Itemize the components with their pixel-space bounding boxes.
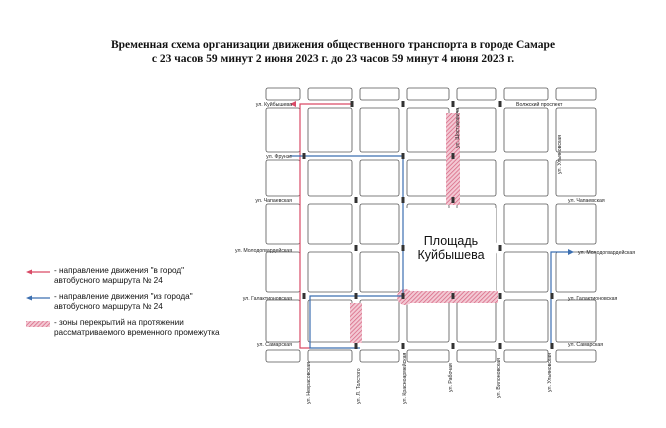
legend: [26, 266, 266, 345]
square-label-line-1: Площадь: [423, 234, 479, 248]
legend-from-city-line-1: - направление движения "из города": [54, 292, 193, 302]
traffic-signal-icon: [303, 153, 306, 159]
street-label-chapaevskaya-left: ул. Чапаевская: [255, 198, 292, 204]
street-label-volzhsky: Волжский проспект: [516, 102, 563, 108]
legend-closure-line-2: рассматриваемого временного промежутка: [54, 327, 220, 337]
traffic-signal-icon: [402, 101, 405, 107]
traffic-signal-icon: [402, 343, 405, 349]
street-label-frunze: ул. Фрунзе: [266, 154, 292, 160]
street-label-kuybysheva: ул. Куйбышева: [255, 102, 292, 108]
traffic-signal-icon: [499, 101, 502, 107]
city-block: [556, 252, 596, 292]
traffic-signal-icon: [551, 343, 554, 349]
street-label-l-tolstogo: ул. Л. Толстого: [356, 368, 362, 404]
title-line-1: Временная схема организации движения общественного транспорта в городе Самаре: [110, 39, 556, 51]
city-block: [504, 108, 548, 152]
city-block: [360, 204, 399, 244]
city-block: [266, 204, 300, 244]
city-block: [266, 160, 300, 196]
legend-item-to-city: [26, 266, 266, 285]
legend-from-city-line-2: автобусного маршрута № 24: [54, 301, 163, 311]
red-arrow-icon: [26, 269, 50, 275]
title-line-2: с 23 часов 59 минут 2 июня 2023 г. до 23 часов 59 минут 4 июня 2023 г.: [151, 53, 515, 65]
traffic-signal-icon: [499, 343, 502, 349]
city-block: [504, 350, 548, 362]
street-label-galaktionovskaya-left: ул. Галактионовская: [242, 296, 292, 302]
city-block: [308, 300, 352, 342]
city-block: [308, 252, 352, 292]
street-label-molodogvardeyskaya-left: ул. Молодогвардейская: [234, 248, 292, 254]
traffic-signal-icon: [452, 343, 455, 349]
city-block: [266, 300, 300, 342]
city-block: [308, 160, 352, 196]
traffic-signal-icon: [551, 293, 554, 299]
traffic-signal-icon: [402, 293, 405, 299]
square-label-line-2: Куйбышева: [417, 248, 485, 262]
street-label-nekrasovskaya: ул. Некрасовская: [306, 362, 312, 404]
traffic-signal-icon: [355, 343, 358, 349]
street-label-vilonovskaya: ул. Вилоновская: [496, 358, 502, 398]
city-block: [308, 204, 352, 244]
city-block: [504, 252, 548, 292]
city-block: [504, 300, 548, 342]
legend-closure-line-1: - зоны перекрытий на протяжении: [54, 318, 184, 328]
street-label-rabochaya: ул. Рабочая: [448, 363, 454, 392]
traffic-signal-icon: [499, 245, 502, 251]
hatch-swatch-icon: [26, 321, 50, 327]
city-block: [556, 88, 596, 100]
city-block: [556, 204, 596, 244]
city-block: [360, 160, 399, 196]
street-label-samarskaya-left: ул. Самарская: [256, 342, 292, 348]
city-block: [308, 88, 352, 100]
city-block: [556, 350, 596, 362]
city-block: [457, 88, 496, 100]
street-label-ulyanovskaya-top: ул. Ульяновская: [557, 135, 563, 174]
city-block: [360, 300, 399, 342]
city-block: [266, 350, 300, 362]
city-block: [504, 204, 548, 244]
city-block: [457, 160, 496, 196]
route-from-city-arrow: [568, 249, 574, 255]
city-block: [457, 300, 496, 342]
traffic-signal-icon: [402, 153, 405, 159]
legend-item-closure: [26, 318, 266, 337]
city-block: [360, 252, 399, 292]
city-block: [360, 108, 399, 152]
traffic-signal-icon: [355, 197, 358, 203]
traffic-signal-icon: [452, 101, 455, 107]
city-block: [407, 350, 449, 362]
traffic-signal-icon: [355, 293, 358, 299]
closure-zone-l-tolstogo: [350, 303, 362, 343]
city-block: [504, 88, 548, 100]
city-block: [407, 108, 449, 152]
city-block: [360, 88, 399, 100]
city-block: [360, 350, 399, 362]
street-label-ulyanovskaya-bottom: ул. Ульяновская: [547, 353, 553, 392]
street-label-krasnoarmeyskaya: ул. Красноармейская: [402, 352, 408, 404]
traffic-signal-icon: [452, 153, 455, 159]
legend-to-city-line-2: автобусного маршрута № 24: [54, 275, 163, 285]
city-block: [266, 88, 300, 100]
street-label-chapaevskaya-right: ул. Чапаевская: [568, 198, 605, 204]
traffic-signal-icon: [499, 293, 502, 299]
traffic-signal-icon: [303, 293, 306, 299]
city-block: [407, 88, 449, 100]
street-label-molodogvardeyskaya-right: ул. Молодогвардейская: [578, 250, 636, 256]
closure-zone-krasnoarmeyskaya-crossing: [397, 289, 413, 305]
city-block: [504, 160, 548, 196]
legend-to-city-line-1: - направление движения "в город": [54, 266, 185, 275]
street-label-samarskaya-right: ул. Самарская: [568, 342, 604, 348]
city-block: [457, 108, 496, 152]
traffic-signal-icon: [452, 197, 455, 203]
traffic-signal-icon: [402, 197, 405, 203]
city-block: [266, 108, 300, 152]
traffic-signal-icon: [452, 293, 455, 299]
city-block: [457, 350, 496, 362]
city-block: [308, 108, 352, 152]
city-block: [308, 350, 352, 362]
city-block: [407, 300, 449, 342]
traffic-signal-icon: [351, 101, 354, 107]
city-block: [407, 160, 449, 196]
city-block: [556, 300, 596, 342]
legend-item-from-city: [26, 292, 266, 311]
closure-zone-galaktionovskaya: [400, 291, 498, 303]
traffic-signal-icon: [355, 245, 358, 251]
street-label-shostakovicha: ул. Шостаковича: [455, 107, 461, 148]
city-block: [266, 252, 300, 292]
traffic-signal-icon: [402, 245, 405, 251]
street-label-galaktionovskaya-right: ул. Галактионовская: [568, 296, 618, 302]
blue-arrow-icon: [26, 295, 50, 301]
